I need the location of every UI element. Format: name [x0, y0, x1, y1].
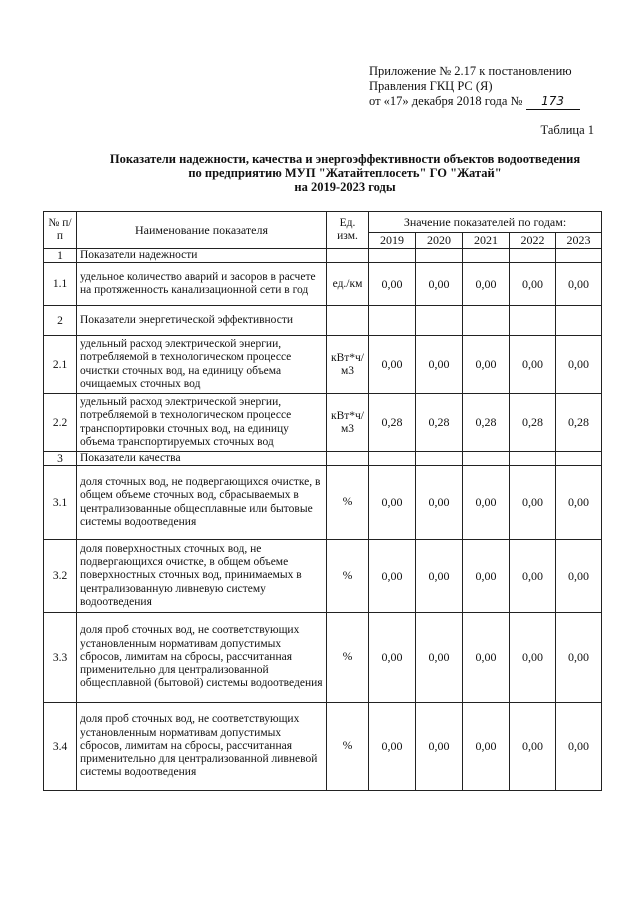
- row-number: 3.4: [44, 703, 77, 791]
- section-row: [44, 306, 602, 336]
- header-year: 2020: [416, 233, 463, 249]
- value-cell: 0,00: [369, 540, 416, 613]
- value-cell: 0,00: [463, 540, 510, 613]
- title-line-2: по предприятию МУП "Жатайтеплосеть" ГО "Жатай": [188, 166, 502, 180]
- section-number: 3: [44, 452, 77, 466]
- title-line-3: на 2019-2023 годы: [294, 180, 396, 194]
- indicator-name: доля проб сточных вод, не соответствующих установленным нормативам допустимых сбросов, лимитам на сбросы, рассчитанная применительно для централизованной общесплавной (бытовой) системы водоотведения: [77, 613, 327, 703]
- value-cell: 0,00: [556, 466, 602, 540]
- indicator-unit: кВт*ч/м3: [327, 394, 369, 452]
- appendix-block: [369, 64, 580, 110]
- row-number: 3.1: [44, 466, 77, 540]
- value-cell: 0,00: [556, 263, 602, 306]
- header-values-by-year: Значение показателей по годам:: [369, 212, 602, 233]
- table-row: [44, 263, 602, 306]
- value-cell: 0,00: [369, 336, 416, 394]
- appendix-date: от «17» декабря 2018 года №: [369, 94, 523, 108]
- value-cell: 0,00: [463, 336, 510, 394]
- indicator-name: удельный расход электрической энергии, потребляемой в технологическом процессе транспортировки сточных вод, на единицу объема транспортируемых сточных вод: [77, 394, 327, 452]
- table-row: [44, 336, 602, 394]
- header-year: 2021: [463, 233, 510, 249]
- value-cell: 0,00: [510, 466, 556, 540]
- value-cell: 0,00: [416, 613, 463, 703]
- table-row: [44, 613, 602, 703]
- section-row: [44, 452, 602, 466]
- section-number: 1: [44, 249, 77, 263]
- section-title: Показатели энергетической эффективности: [77, 306, 327, 336]
- indicators-table: [43, 211, 602, 791]
- value-cell: 0,28: [416, 394, 463, 452]
- table-row: [44, 540, 602, 613]
- indicator-name: доля проб сточных вод, не соответствующих установленным нормативам допустимых сбросов, лимитам на сбросы, рассчитанная применительно для централизованной ливневой системы водоотведения: [77, 703, 327, 791]
- value-cell: 0,00: [556, 540, 602, 613]
- value-cell: 0,00: [463, 263, 510, 306]
- row-number: 3.2: [44, 540, 77, 613]
- section-number: 2: [44, 306, 77, 336]
- value-cell: 0,00: [416, 263, 463, 306]
- section-title: Показатели качества: [77, 452, 327, 466]
- value-cell: 0,00: [510, 613, 556, 703]
- value-cell: 0,00: [556, 703, 602, 791]
- appendix-line-2: Правления ГКЦ РС (Я): [369, 79, 493, 93]
- value-cell: 0,00: [416, 336, 463, 394]
- indicator-unit: %: [327, 540, 369, 613]
- value-cell: 0,00: [369, 613, 416, 703]
- indicator-unit: кВт*ч/м3: [327, 336, 369, 394]
- value-cell: 0,00: [463, 703, 510, 791]
- indicator-name: доля сточных вод, не подвергающихся очистке, в общем объеме сточных вод, сбрасываемых в централизованные общесплавные или бытовые системы водоотведения: [77, 466, 327, 540]
- value-cell: 0,00: [369, 466, 416, 540]
- value-cell: 0,28: [369, 394, 416, 452]
- row-number: 2.2: [44, 394, 77, 452]
- value-cell: 0,28: [463, 394, 510, 452]
- header-unit: Ед. изм.: [327, 212, 369, 249]
- table-row: [44, 466, 602, 540]
- value-cell: 0,00: [556, 336, 602, 394]
- header-year: 2022: [510, 233, 556, 249]
- value-cell: 0,00: [416, 703, 463, 791]
- row-number: 3.3: [44, 613, 77, 703]
- value-cell: 0,00: [463, 466, 510, 540]
- row-number: 2.1: [44, 336, 77, 394]
- document-title: [60, 152, 630, 194]
- header-year: 2019: [369, 233, 416, 249]
- value-cell: 0,00: [556, 613, 602, 703]
- value-cell: 0,00: [510, 540, 556, 613]
- title-line-1: Показатели надежности, качества и энергоэффективности объектов водоотведения: [109, 152, 581, 166]
- indicator-name: удельный расход электрической энергии, потребляемой в технологическом процессе очистки сточных вод, на единицу объема очищаемых сточных вод: [77, 336, 327, 394]
- table-label: Таблица 1: [540, 123, 594, 137]
- indicator-unit: ед./км: [327, 263, 369, 306]
- header-indicator-name: Наименование показателя: [77, 212, 327, 249]
- header-year: 2023: [556, 233, 602, 249]
- value-cell: 0,00: [416, 540, 463, 613]
- value-cell: 0,28: [556, 394, 602, 452]
- indicator-unit: %: [327, 613, 369, 703]
- indicator-unit: %: [327, 703, 369, 791]
- section-row: [44, 249, 602, 263]
- value-cell: 0,00: [463, 613, 510, 703]
- indicator-unit: %: [327, 466, 369, 540]
- appendix-line-1: Приложение № 2.17 к постановлению: [369, 64, 572, 78]
- value-cell: 0,00: [369, 703, 416, 791]
- table-row: [44, 703, 602, 791]
- value-cell: 0,00: [369, 263, 416, 306]
- value-cell: 0,00: [510, 703, 556, 791]
- appendix-line-3: [369, 94, 580, 110]
- indicator-name: доля поверхностных сточных вод, не подвергающихся очистке, в общем объеме поверхностных сточных вод, принимаемых в централизованную ливневую систему водоотведения: [77, 540, 327, 613]
- value-cell: 0,00: [416, 466, 463, 540]
- handwritten-doc-number: 173: [526, 94, 580, 110]
- table-row: [44, 394, 602, 452]
- value-cell: 0,00: [510, 336, 556, 394]
- indicator-name: удельное количество аварий и засоров в расчете на протяженность канализационной сети в год: [77, 263, 327, 306]
- header-number: № п/п: [44, 212, 77, 249]
- section-title: Показатели надежности: [77, 249, 327, 263]
- value-cell: 0,28: [510, 394, 556, 452]
- value-cell: 0,00: [510, 263, 556, 306]
- row-number: 1.1: [44, 263, 77, 306]
